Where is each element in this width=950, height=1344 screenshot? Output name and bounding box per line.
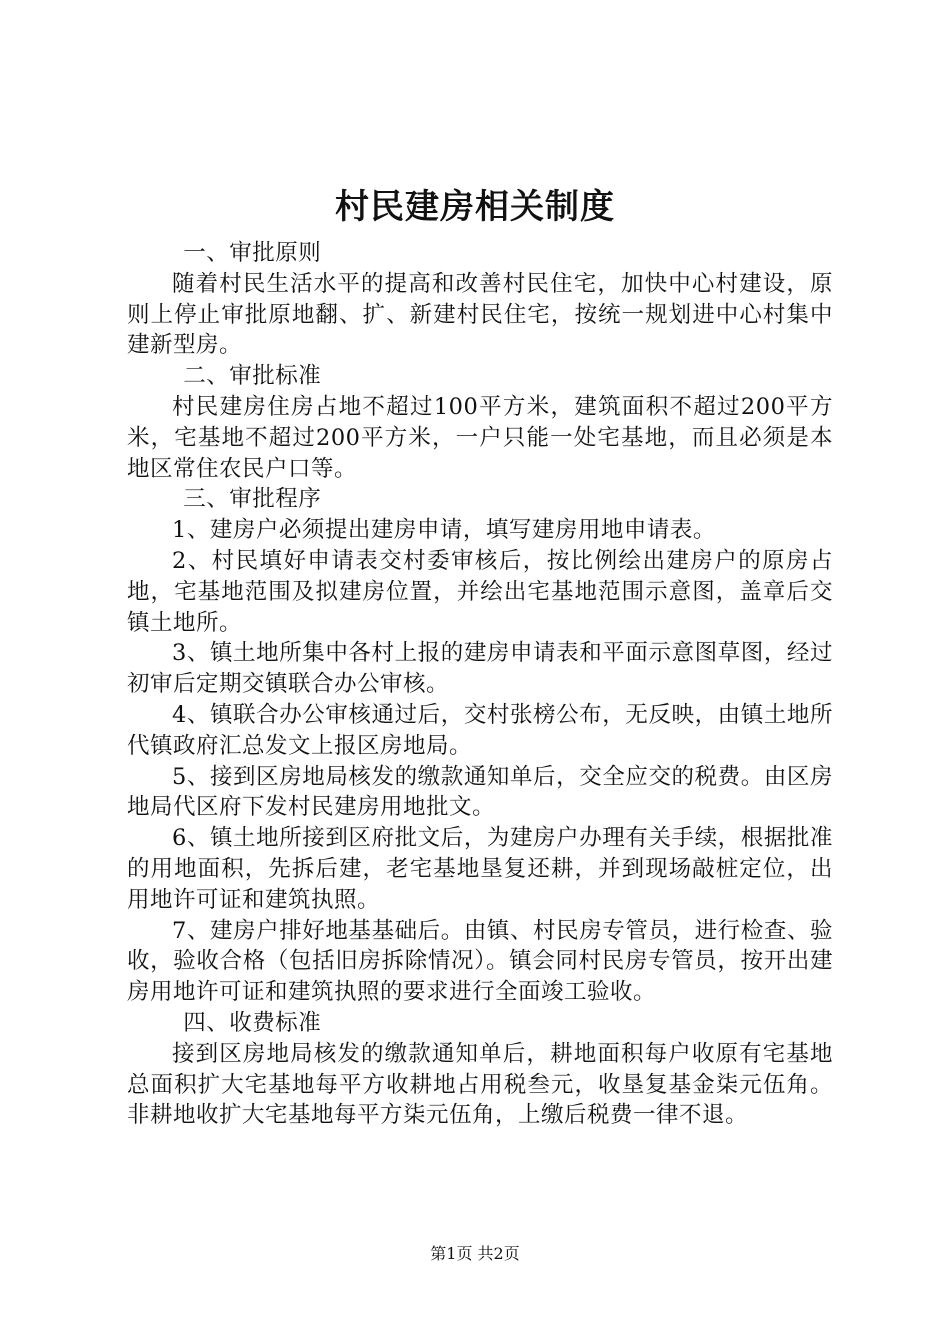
paragraph-approval-principle: 随着村民生活水平的提高和改善村民住宅，加快中心村建设，原则上停止审批原地翻、扩、新建村民住宅，按统一规划进中心村集中建新型房。 (127, 270, 833, 359)
procedure-step-3: 3、镇土地所集中各村上报的建房申请表和平面示意图草图，经过初审后定期交镇联合办公审核。 (127, 640, 833, 698)
procedure-step-1: 1、建房户必须提出建房申请，填写建房用地申请表。 (172, 517, 716, 544)
document-body (127, 238, 833, 1131)
section-heading-approval-standard: 二、审批标准 (183, 363, 322, 390)
procedure-step-7: 7、建房户排好地基基础后。由镇、村民房专管员，进行检查、验收，验收合格（包括旧房拆除情况）。镇会同村民房专管员，按开出建房用地许可证和建筑执照的要求进行全面竣工验收。 (127, 917, 833, 1006)
procedure-step-2: 2、村民填好申请表交村委审核后，按比例绘出建房户的原房占地，宅基地范围及拟建房位置，并绘出宅基地范围示意图，盖章后交镇土地所。 (127, 547, 833, 636)
procedure-step-6: 6、镇土地所接到区府批文后，为建房户办理有关手续，根据批准的用地面积，先拆后建，老宅基地垦复还耕，并到现场敲桩定位，出用地许可证和建筑执照。 (127, 825, 833, 913)
procedure-step-5: 5、接到区房地局核发的缴款通知单后，交全应交的税费。由区房地局代区府下发村民建房用地批文。 (127, 763, 833, 821)
paragraph-approval-standard: 村民建房住房占地不超过100平方米，建筑面积不超过200平方米，宅基地不超过200平方米，一户只能一处宅基地，而且必须是本地区常住农民户口等。 (127, 393, 833, 482)
page-number-footer: 第1页 共2页 (430, 1244, 520, 1263)
section-heading-approval-procedure: 三、审批程序 (183, 486, 322, 513)
section-heading-approval-principle: 一、审批原则 (183, 240, 322, 266)
procedure-step-4: 4、镇联合办公审核通过后，交村张榜公布，无反映，由镇土地所代镇政府汇总发文上报区房地局。 (127, 701, 833, 759)
paragraph-fee-standard: 接到区房地局核发的缴款通知单后，耕地面积每户收原有宅基地总面积扩大宅基地每平方收耕地占用税叁元，收垦复基金柒元伍角。非耕地收扩大宅基地每平方柒元伍角，上缴后税费一律不退。 (127, 1040, 833, 1129)
document-title: 村民建房相关制度 (335, 187, 615, 227)
section-heading-fee-standard: 四、收费标准 (183, 1009, 322, 1036)
